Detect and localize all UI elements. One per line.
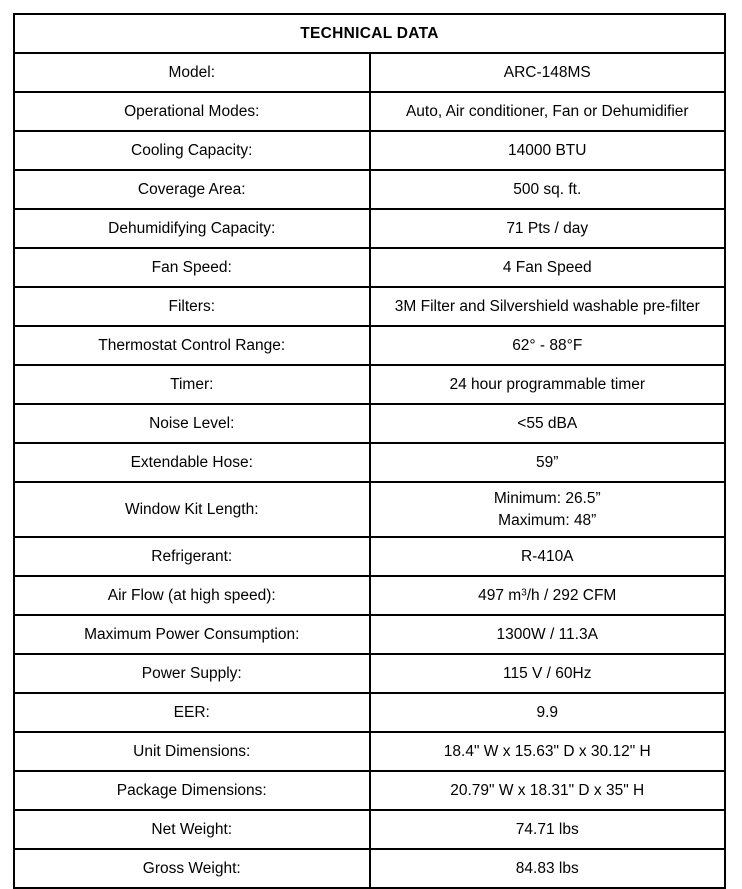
spec-label: Thermostat Control Range: bbox=[14, 326, 370, 365]
table-row bbox=[14, 693, 725, 732]
spec-value: ARC-148MS bbox=[370, 53, 726, 92]
table-row bbox=[14, 53, 725, 92]
spec-label: Noise Level: bbox=[14, 404, 370, 443]
spec-label: Coverage Area: bbox=[14, 170, 370, 209]
spec-label: Timer: bbox=[14, 365, 370, 404]
spec-value bbox=[370, 482, 726, 537]
spec-value: <55 dBA bbox=[370, 404, 726, 443]
spec-value: 1300W / 11.3A bbox=[370, 615, 726, 654]
table-row bbox=[14, 732, 725, 771]
spec-label: Refrigerant: bbox=[14, 537, 370, 576]
spec-value: 24 hour programmable timer bbox=[370, 365, 726, 404]
spec-label: Gross Weight: bbox=[14, 849, 370, 888]
spec-label: Air Flow (at high speed): bbox=[14, 576, 370, 615]
table-row bbox=[14, 810, 725, 849]
spec-value: 62° - 88°F bbox=[370, 326, 726, 365]
spec-value: 71 Pts / day bbox=[370, 209, 726, 248]
spec-value: 115 V / 60Hz bbox=[370, 654, 726, 693]
table-row bbox=[14, 443, 725, 482]
table-row bbox=[14, 209, 725, 248]
spec-value: R-410A bbox=[370, 537, 726, 576]
spec-value: 4 Fan Speed bbox=[370, 248, 726, 287]
spec-label: Cooling Capacity: bbox=[14, 131, 370, 170]
spec-value: 59” bbox=[370, 443, 726, 482]
table-row bbox=[14, 771, 725, 810]
table-row bbox=[14, 576, 725, 615]
spec-label: Power Supply: bbox=[14, 654, 370, 693]
spec-value: 18.4" W x 15.63" D x 30.12" H bbox=[370, 732, 726, 771]
table-row bbox=[14, 365, 725, 404]
table-body bbox=[14, 14, 725, 888]
spec-value bbox=[370, 576, 726, 615]
spec-label: Filters: bbox=[14, 287, 370, 326]
table-row bbox=[14, 326, 725, 365]
table-row bbox=[14, 92, 725, 131]
table-row bbox=[14, 537, 725, 576]
spec-label: Extendable Hose: bbox=[14, 443, 370, 482]
spec-label: Unit Dimensions: bbox=[14, 732, 370, 771]
table-row bbox=[14, 131, 725, 170]
spec-value: 3M Filter and Silvershield washable pre-filter bbox=[370, 287, 726, 326]
spec-value: 20.79" W x 18.31" D x 35" H bbox=[370, 771, 726, 810]
spec-value: 14000 BTU bbox=[370, 131, 726, 170]
table-title: TECHNICAL DATA bbox=[14, 14, 725, 53]
table-row bbox=[14, 654, 725, 693]
spec-value-minimum: Minimum: 26.5” bbox=[493, 489, 601, 507]
spec-label: Model: bbox=[14, 53, 370, 92]
technical-data-table bbox=[13, 13, 726, 889]
spec-label: Fan Speed: bbox=[14, 248, 370, 287]
spec-label: Package Dimensions: bbox=[14, 771, 370, 810]
spec-value: 84.83 lbs bbox=[370, 849, 726, 888]
table-row bbox=[14, 287, 725, 326]
table-row bbox=[14, 404, 725, 443]
spec-label: Dehumidifying Capacity: bbox=[14, 209, 370, 248]
spec-value-superscript: 3 bbox=[521, 587, 527, 599]
table-header-row bbox=[14, 14, 725, 53]
spec-value: 74.71 lbs bbox=[370, 810, 726, 849]
table-row bbox=[14, 170, 725, 209]
spec-label: Operational Modes: bbox=[14, 92, 370, 131]
spec-value-suffix: /h / 292 CFM bbox=[526, 586, 617, 604]
spec-value: 500 sq. ft. bbox=[370, 170, 726, 209]
spec-label: Net Weight: bbox=[14, 810, 370, 849]
table-row bbox=[14, 849, 725, 888]
spec-value: 9.9 bbox=[370, 693, 726, 732]
spec-value-prefix: 497 m bbox=[478, 586, 522, 604]
table-row bbox=[14, 248, 725, 287]
table-row bbox=[14, 482, 725, 537]
spec-value-maximum: Maximum: 48” bbox=[498, 511, 597, 529]
spec-value: Auto, Air conditioner, Fan or Dehumidifier bbox=[370, 92, 726, 131]
table-row bbox=[14, 615, 725, 654]
spec-label: Window Kit Length: bbox=[14, 482, 370, 537]
spec-label: EER: bbox=[14, 693, 370, 732]
spec-label: Maximum Power Consumption: bbox=[14, 615, 370, 654]
